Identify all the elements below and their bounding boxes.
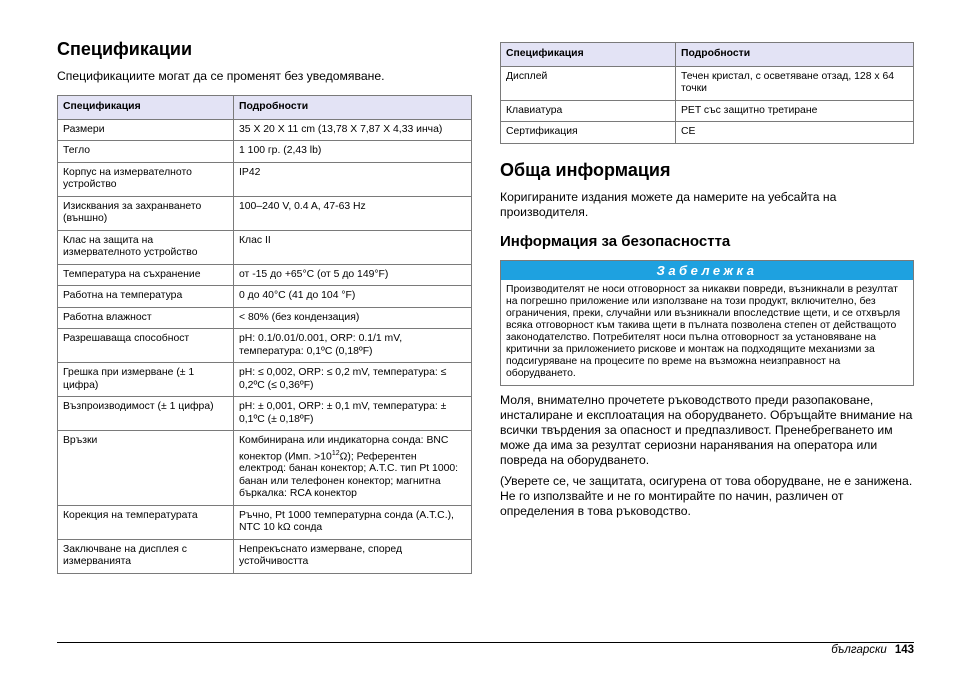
- row-label: Размери: [58, 119, 234, 141]
- note-heading: Забележка: [501, 261, 913, 280]
- table-row: [58, 431, 472, 506]
- row-value: 1 100 гр. (2,43 lb): [234, 141, 472, 163]
- row-value: pH: ≤ 0,002, ORP: ≤ 0,2 mV, температура: ≤ 0,2ºC (≤ 0,36ºF): [234, 363, 472, 397]
- header-spec: Спецификация: [501, 43, 676, 67]
- row-label: Работна на температура: [58, 286, 234, 308]
- connections-exponent: 12: [331, 449, 340, 457]
- table-row: [58, 505, 472, 539]
- table-row: [58, 397, 472, 431]
- connections-text-after: Ω); Референтен електрод: банан конектор; A.T.C. тип Pt 1000: банан или телефонен конектор; магнитна бъркалка: RCA конектор: [239, 450, 459, 500]
- row-label: Грешка при измерване (± 1 цифра): [58, 363, 234, 397]
- row-value: от -15 до +65°C (от 5 до 149°F): [234, 264, 472, 286]
- table-row: [501, 122, 914, 144]
- safety-paragraph-1: Моля, внимателно прочетете ръководството преди разопаковане, инсталиране и експлоатация на оборудването. Обръщайте внимание на всички твърдения за опасност и предпазливост. Пренебрегването им може да има за резултат сериозни наранявания на оператора или повреда на оборудването.: [500, 392, 913, 467]
- table-header-row: [501, 43, 914, 67]
- safety-paragraph-2: (Уверете се, че защитата, осигурена от това оборудване, не е занижена. Не го използвайте и не го монтирайте по начин, различен от определения в това ръководство.: [500, 473, 913, 518]
- right-column: [500, 42, 914, 519]
- row-label: Клавиатура: [501, 100, 676, 122]
- specifications-intro: Спецификациите могат да се променят без уведомяване.: [57, 69, 385, 83]
- specifications-table: [57, 95, 472, 574]
- row-label: Изисквания за захранването (външно): [58, 196, 234, 230]
- row-label: Работна влажност: [58, 307, 234, 329]
- row-value: CE: [676, 122, 914, 144]
- note-box: [500, 260, 914, 386]
- row-label: Заключване на дисплея с измерванията: [58, 539, 234, 573]
- row-label: Връзки: [58, 431, 234, 506]
- table-row: [58, 119, 472, 141]
- row-label: Клас на защита на измервателното устройство: [58, 230, 234, 264]
- row-label: Разрешаваща способност: [58, 329, 234, 363]
- left-column: [57, 38, 472, 574]
- table-row: [58, 264, 472, 286]
- table-row: [58, 230, 472, 264]
- specifications-table-continued: [500, 42, 914, 144]
- table-row: [58, 162, 472, 196]
- row-value: Течен кристал, с осветяване отзад, 128 x 64 точки: [676, 66, 914, 100]
- specifications-table-body: [58, 119, 472, 573]
- page-number: 143: [894, 644, 914, 656]
- row-label: Дисплей: [501, 66, 676, 100]
- general-info-text: Коригираните издания можете да намерите на уебсайта на производителя.: [500, 189, 837, 219]
- row-value: pH: ± 0,001, ORP: ± 0,1 mV, температура: ± 0,1ºC (± 0,18ºF): [234, 397, 472, 431]
- header-details: Подробности: [234, 96, 472, 120]
- table-row: [58, 307, 472, 329]
- row-label: Възпроизводимост (± 1 цифра): [58, 397, 234, 431]
- table-row: [58, 196, 472, 230]
- row-value: PET със защитно третиране: [676, 100, 914, 122]
- row-label: Тегло: [58, 141, 234, 163]
- row-value: pH: 0.1/0.01/0.001, ORP: 0.1/1 mV, температура: 0,1ºC (0,18ºF): [234, 329, 472, 363]
- general-info-title: Обща информация: [500, 159, 671, 180]
- row-value: Клас II: [234, 230, 472, 264]
- specifications-title: Спецификации: [57, 39, 193, 59]
- row-value: < 80% (без кондензация): [234, 307, 472, 329]
- page-footer: [831, 643, 914, 657]
- row-value: Непрекъснато измерване, според устойчивостта: [234, 539, 472, 573]
- table-row: [58, 141, 472, 163]
- footer-divider: [57, 642, 914, 643]
- header-spec: Спецификация: [58, 96, 234, 120]
- table-row: [58, 539, 472, 573]
- row-label: Корекция на температурата: [58, 505, 234, 539]
- row-value: 0 до 40°C (41 до 104 °F): [234, 286, 472, 308]
- row-value: IP42: [234, 162, 472, 196]
- row-value: Ръчно, Pt 1000 температурна сонда (A.T.C.), NTC 10 kΩ сонда: [234, 505, 472, 539]
- connections-text-before: Комбинирана или индикаторна сонда: BNC конектор (Имп. >10: [239, 435, 449, 462]
- row-value: 35 X 20 X 11 cm (13,78 X 7,87 X 4,33 инча): [234, 119, 472, 141]
- table-row: [58, 286, 472, 308]
- table-row: [58, 363, 472, 397]
- row-label: Корпус на измервателното устройство: [58, 162, 234, 196]
- table-row: [501, 100, 914, 122]
- table-header-row: [58, 96, 472, 120]
- row-label: Сертификация: [501, 122, 676, 144]
- row-value: 100–240 V, 0.4 A, 47-63 Hz: [234, 196, 472, 230]
- footer-language: български: [831, 644, 887, 656]
- row-value: [234, 431, 472, 506]
- table-row: [58, 329, 472, 363]
- safety-info-title: Информация за безопасността: [500, 232, 731, 250]
- header-details: Подробности: [676, 43, 914, 67]
- row-label: Температура на съхранение: [58, 264, 234, 286]
- note-text: Производителят не носи отговорност за никакви повреди, възникнали в резултат на погрешно приложение или използване на този продукт, включително, без ограничения, преки, случайни или възникнали впоследствие щети, и се отхвърля всяка отговорност към такива щети в пълната позволена степен от действащото законодателство. Потребителят носи пълна отговорност за установяване на критични за приложението рискове и монтаж на подходящите механизми за подсигуряване на процесите по време на възможна неизправност на оборудването.: [506, 283, 901, 379]
- table-row: [501, 66, 914, 100]
